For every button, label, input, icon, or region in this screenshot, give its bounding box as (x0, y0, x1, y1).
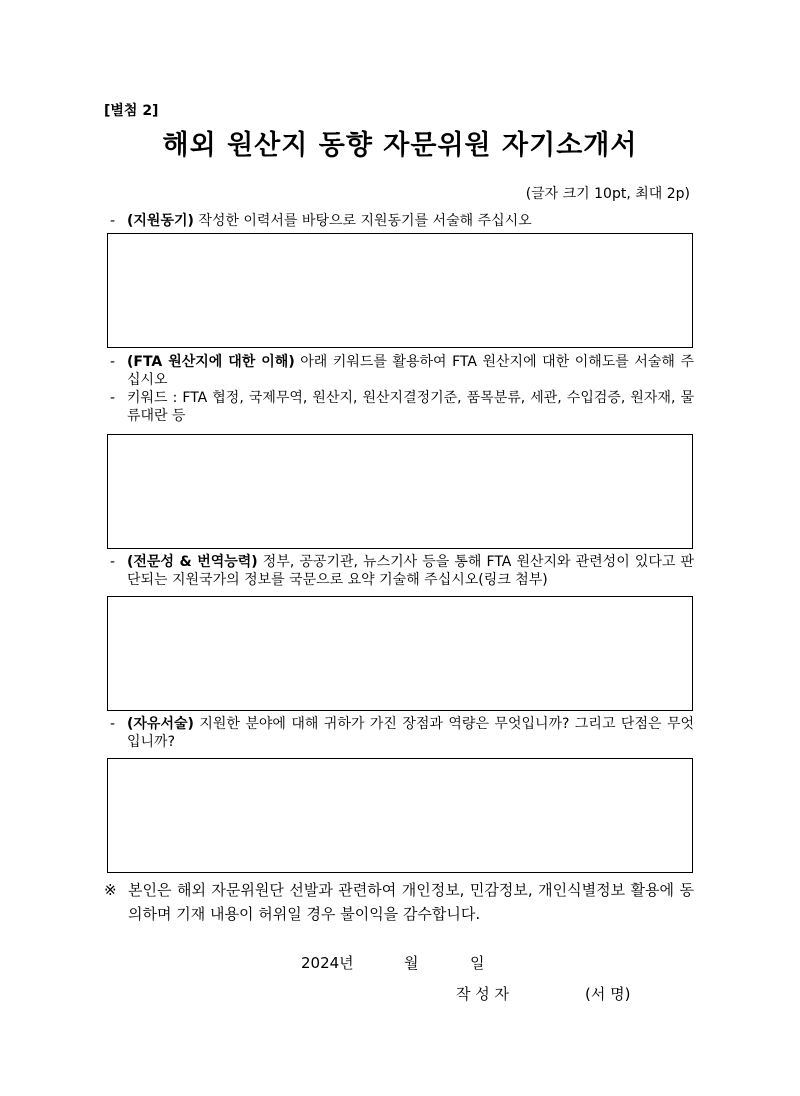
section-instruction: 정부, 공공기관, 뉴스기사 등을 통해 FTA 원산지와 관련성이 있다고 판단되는 지원국가의 정보를 국문으로 요약 기술해 주십시오(링크 첨부) (127, 554, 695, 588)
reference-mark: ※ (104, 881, 117, 899)
bullet-dash: - (110, 354, 116, 370)
pledge-text: 본인은 해외 자문위원단 선발과 관련하여 개인정보, 민감정보, 개인식별정보 활용에 동의하며 기재 내용이 허위일 경우 불이익을 감수합니다. (128, 881, 694, 923)
free-answer-box[interactable] (107, 758, 693, 873)
section-heading: (지원동기) (127, 213, 194, 229)
section-expertise-prompt (110, 553, 694, 589)
attachment-label: [별첨 2] (104, 103, 159, 119)
keyword-list: 키워드 : FTA 협정, 국제무역, 원산지, 원산지결정기준, 품목분류, 세관, 수입검증, 원자재, 물류대란 등 (127, 390, 694, 424)
bullet-dash: - (110, 716, 116, 732)
date-month: 월 (404, 954, 419, 972)
fta-answer-box[interactable] (107, 434, 693, 549)
date-year: 2024년 (301, 954, 354, 972)
date-day: 일 (470, 954, 485, 972)
bullet-dash: - (110, 213, 116, 229)
consent-pledge (104, 878, 694, 926)
page-title: 해외 원산지 동향 자문위원 자기소개서 (162, 130, 638, 161)
section-heading: (전문성 & 번역능력) (127, 554, 258, 570)
expertise-answer-box[interactable] (107, 596, 693, 711)
section-instruction: 지원한 분야에 대해 귀하가 가진 장점과 역량은 무엇입니까? 그리고 단점은 무엇입니까? (127, 716, 694, 750)
author-label: 작 성 자 (456, 985, 510, 1003)
section-instruction: 아래 키워드를 활용하여 FTA 원산지에 대한 이해도를 서술해 주십시오 (127, 354, 694, 388)
section-fta-prompt (110, 353, 694, 425)
format-note: (글자 크기 10pt, 최대 2p) (525, 186, 690, 202)
section-heading: (자유서술) (127, 716, 194, 732)
section-instruction: 작성한 이력서를 바탕으로 지원동기를 서술해 주십시오 (193, 213, 532, 229)
bullet-dash: - (110, 554, 116, 570)
section-free-prompt (110, 715, 694, 751)
section-heading: (FTA 원산지에 대한 이해) (127, 354, 295, 370)
section-motivation-prompt (110, 212, 694, 230)
bullet-dash: - (110, 390, 116, 406)
signature-field[interactable]: (서 명) (585, 985, 631, 1003)
motivation-answer-box[interactable] (107, 233, 693, 348)
